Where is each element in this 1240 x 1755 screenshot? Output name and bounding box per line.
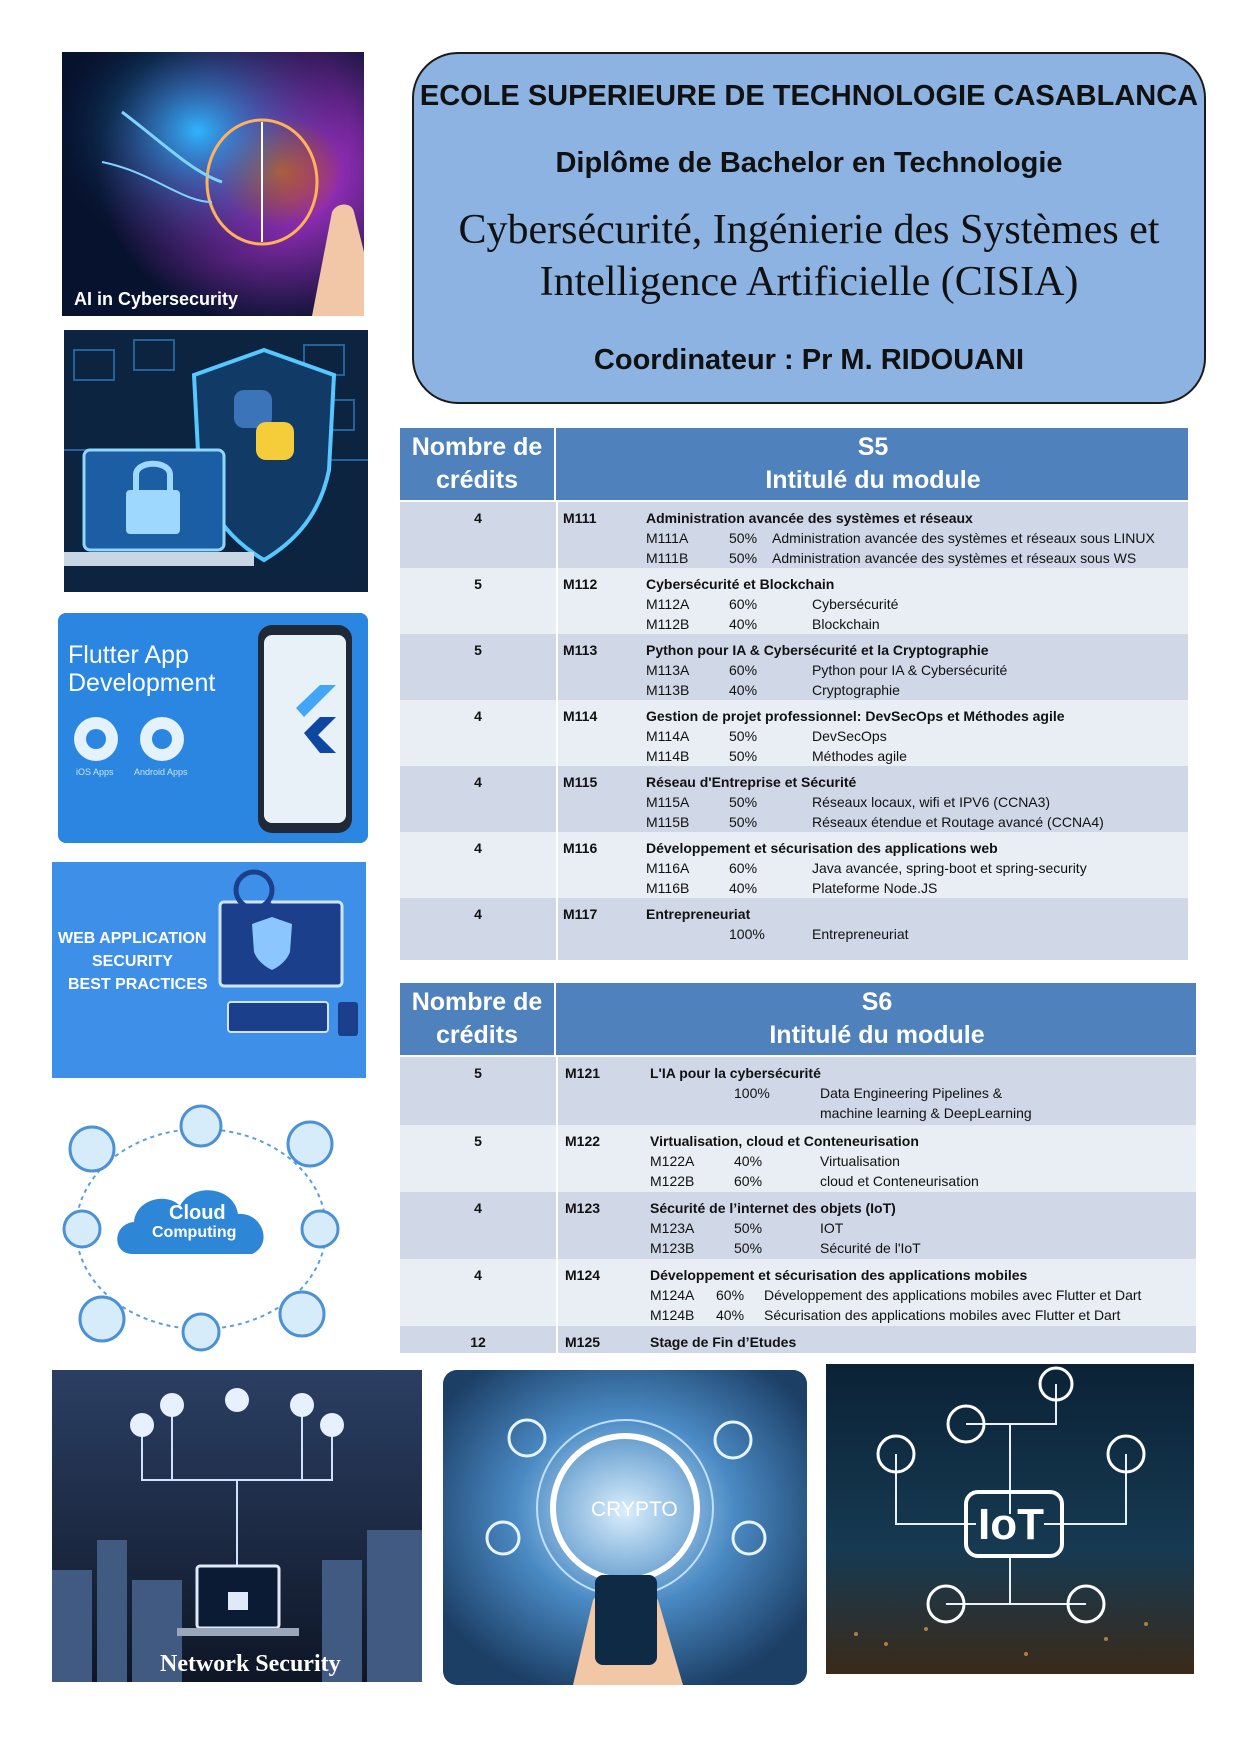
- web-caption-2: SECURITY: [92, 953, 173, 970]
- module-credits: 4: [474, 510, 482, 526]
- program-title-line-1: Cybersécurité, Ingénierie des Systèmes et: [458, 207, 1160, 253]
- submodule-code: M113A: [646, 662, 690, 678]
- module-row: [400, 832, 1188, 898]
- module-header-label: Intitulé du module: [765, 466, 981, 494]
- submodule-percent: 100%: [729, 926, 765, 942]
- module-title: Administration avancée des systèmes et réseaux: [646, 510, 973, 526]
- submodule-percent: 50%: [729, 814, 758, 830]
- credits-header-line-2: crédits: [436, 1021, 518, 1049]
- submodule-percent: 60%: [734, 1173, 763, 1189]
- submodule-percent: 40%: [729, 616, 758, 632]
- submodule-name: IOT: [820, 1220, 844, 1236]
- module-title: L'IA pour la cybersécurité: [650, 1065, 821, 1081]
- module-credits: 4: [474, 774, 482, 790]
- python-security-image: [64, 330, 368, 592]
- credits-header: [400, 983, 556, 1055]
- module-title: Python pour IA & Cybersécurité et la Cryptographie: [646, 642, 989, 658]
- module-title: Développement et sécurisation des applications web: [646, 840, 998, 856]
- credits-header-line-1: Nombre de: [411, 988, 543, 1016]
- module-credits: 5: [474, 642, 482, 658]
- coordinator: Coordinateur : Pr M. RIDOUANI: [593, 344, 1025, 376]
- submodule-name: Administration avancée des systèmes et réseaux sous WS: [772, 550, 1137, 566]
- crypto-image: [443, 1370, 807, 1685]
- submodule-name: Méthodes agile: [812, 748, 907, 764]
- column-divider: [556, 568, 558, 634]
- credits-header-line-1: Nombre de: [411, 433, 543, 461]
- module-code: M115: [563, 774, 598, 790]
- cloud-caption-1: Cloud: [169, 1202, 226, 1224]
- module-credits: 4: [474, 1200, 482, 1216]
- column-divider: [556, 1057, 558, 1125]
- semester-label: S5: [857, 433, 889, 461]
- submodule-code: M123B: [650, 1240, 695, 1256]
- submodule-percent: 50%: [729, 530, 758, 546]
- submodule-code: M123A: [650, 1220, 695, 1236]
- module-credits: 5: [474, 1133, 482, 1149]
- module-row: [400, 1192, 1196, 1259]
- submodule-percent: 40%: [716, 1307, 745, 1323]
- submodule-code: M112A: [646, 596, 690, 612]
- column-divider: [556, 898, 558, 960]
- s5-table: [400, 428, 1188, 964]
- column-divider: [556, 1192, 558, 1259]
- credits-header-line-2: crédits: [436, 466, 518, 494]
- submodule-code: M115A: [646, 794, 690, 810]
- ai-cybersecurity-image: [62, 52, 364, 316]
- submodule-code: M113B: [646, 682, 690, 698]
- module-row: [400, 568, 1188, 634]
- crypto-caption: CRYPTO: [591, 1498, 678, 1521]
- submodule-percent: 40%: [734, 1153, 763, 1169]
- submodule-percent: 40%: [729, 682, 758, 698]
- module-credits: 5: [474, 1065, 482, 1081]
- module-credits: 5: [474, 576, 482, 592]
- submodule-name: Développement des applications mobiles avec Flutter et Dart: [764, 1287, 1142, 1303]
- module-code: M125: [565, 1334, 601, 1350]
- module-title: Réseau d'Entreprise et Sécurité: [646, 774, 857, 790]
- submodule-name: Entrepreneuriat: [812, 926, 909, 942]
- submodule-name: Data Engineering Pipelines &: [820, 1085, 1003, 1101]
- s6-table: [400, 983, 1196, 1359]
- module-row: [400, 1259, 1196, 1326]
- submodule-code: M111A: [646, 530, 689, 546]
- column-divider: [556, 634, 558, 700]
- header-box: [412, 52, 1206, 404]
- semester-label: S6: [861, 988, 893, 1016]
- submodule-code: M111B: [646, 550, 689, 566]
- submodule-name: Réseaux locaux, wifi et IPV6 (CCNA3): [812, 794, 1051, 810]
- module-code: M122: [565, 1133, 601, 1149]
- module-title: Entrepreneuriat: [646, 906, 751, 922]
- module-title: Gestion de projet professionnel: DevSecOps et Méthodes agile: [646, 708, 1065, 724]
- column-divider: [556, 832, 558, 898]
- submodule-name: Réseaux étendue et Routage avancé (CCNA4): [812, 814, 1104, 830]
- module-row: [400, 1125, 1196, 1192]
- module-title: Cybersécurité et Blockchain: [646, 576, 835, 592]
- submodule-name: Cybersécurité: [812, 596, 899, 612]
- diploma-name: Diplôme de Bachelor en Technologie: [555, 147, 1063, 179]
- iot-image: [826, 1364, 1194, 1674]
- submodule-name: Virtualisation: [820, 1153, 900, 1169]
- program-title: [434, 204, 1184, 308]
- column-divider: [556, 1125, 558, 1192]
- column-divider: [556, 502, 558, 568]
- module-row: [400, 898, 1188, 960]
- submodule-percent: 60%: [716, 1287, 745, 1303]
- submodule-code: M114A: [646, 728, 690, 744]
- cloud-computing-image: [52, 1104, 350, 1354]
- submodule-name: Sécurisation des applications mobiles avec Flutter et Dart: [764, 1307, 1121, 1323]
- column-divider: [556, 1259, 558, 1326]
- web-caption-1: WEB APPLICATION: [58, 930, 207, 947]
- column-divider: [556, 1326, 558, 1353]
- column-divider: [556, 700, 558, 766]
- module-title: Sécurité de l’internet des objets (IoT): [650, 1200, 896, 1216]
- iot-caption: IoT: [978, 1500, 1044, 1549]
- module-credits: 12: [470, 1334, 486, 1350]
- module-title: Virtualisation, cloud et Conteneurisation: [650, 1133, 919, 1149]
- flutter-title-2: Development: [68, 669, 216, 697]
- submodule-code: M112B: [646, 616, 690, 632]
- submodule-name: Administration avancée des systèmes et réseaux sous LINUX: [772, 530, 1155, 546]
- submodule-percent: 50%: [729, 550, 758, 566]
- module-code: M113: [563, 642, 598, 658]
- submodule-code: M124B: [650, 1307, 695, 1323]
- submodule-code: M122A: [650, 1153, 695, 1169]
- module-code: M114: [563, 708, 598, 724]
- module-row: [400, 1057, 1196, 1125]
- module-code: M111: [563, 510, 597, 526]
- module-credits: 4: [474, 1267, 482, 1283]
- submodule-code: M115B: [646, 814, 690, 830]
- submodule-name: DevSecOps: [812, 728, 887, 744]
- cloud-caption-2: Computing: [152, 1224, 237, 1241]
- s5-table-header: [400, 428, 1188, 500]
- submodule-code: M114B: [646, 748, 690, 764]
- submodule-percent: 50%: [729, 748, 758, 764]
- submodule-name: cloud et Conteneurisation: [820, 1173, 979, 1189]
- flutter-android-label: Android Apps: [134, 767, 188, 777]
- program-title-line-2: Intelligence Artificielle (CISIA): [539, 259, 1079, 305]
- submodule-name: machine learning & DeepLearning: [820, 1105, 1032, 1121]
- submodule-percent: 50%: [729, 794, 758, 810]
- module-header: [558, 428, 1188, 500]
- submodule-percent: 50%: [734, 1240, 763, 1256]
- module-credits: 4: [474, 708, 482, 724]
- module-code: M116: [563, 840, 598, 856]
- submodule-percent: 60%: [729, 662, 758, 678]
- s6-table-header: [400, 983, 1196, 1055]
- module-row: [400, 766, 1188, 832]
- credits-header: [400, 428, 556, 500]
- flutter-title-1: Flutter App: [68, 641, 189, 669]
- submodule-percent: 60%: [729, 596, 758, 612]
- submodule-code: M116A: [646, 860, 690, 876]
- submodule-name: Plateforme Node.JS: [812, 880, 938, 896]
- module-credits: 4: [474, 906, 482, 922]
- module-title: Stage de Fin d’Etudes: [650, 1334, 797, 1350]
- submodule-name: Sécurité de l'IoT: [820, 1240, 921, 1256]
- submodule-percent: 40%: [729, 880, 758, 896]
- school-name: ECOLE SUPERIEURE DE TECHNOLOGIE CASABLANCA: [419, 80, 1199, 112]
- web-security-image: [52, 862, 366, 1078]
- submodule-name: Java avancée, spring-boot et spring-security: [812, 860, 1087, 876]
- submodule-percent: 50%: [734, 1220, 763, 1236]
- flutter-app-image: [58, 613, 368, 843]
- submodule-code: M124A: [650, 1287, 695, 1303]
- module-code: M121: [565, 1065, 601, 1081]
- module-code: M124: [565, 1267, 601, 1283]
- module-code: M112: [563, 576, 598, 592]
- submodule-name: Cryptographie: [812, 682, 900, 698]
- submodule-name: Python pour IA & Cybersécurité: [812, 662, 1008, 678]
- module-title: Développement et sécurisation des applications mobiles: [650, 1267, 1028, 1283]
- module-row: [400, 634, 1188, 700]
- submodule-code: M116B: [646, 880, 690, 896]
- module-code: M117: [563, 906, 598, 922]
- module-header: [558, 983, 1196, 1055]
- module-credits: 4: [474, 840, 482, 856]
- submodule-code: M122B: [650, 1173, 695, 1189]
- module-header-label: Intitulé du module: [769, 1021, 985, 1049]
- submodule-name: Blockchain: [812, 616, 880, 632]
- flutter-ios-label: iOS Apps: [76, 767, 114, 777]
- network-caption: Network Security: [160, 1651, 341, 1677]
- column-divider: [556, 766, 558, 832]
- module-row: [400, 502, 1188, 568]
- module-row: [400, 1326, 1196, 1353]
- module-row: [400, 700, 1188, 766]
- network-security-image: [52, 1370, 422, 1682]
- module-code: M123: [565, 1200, 601, 1216]
- submodule-percent: 60%: [729, 860, 758, 876]
- ai-caption: AI in Cybersecurity: [74, 289, 239, 309]
- web-caption-3: BEST PRACTICES: [68, 976, 208, 993]
- submodule-percent: 100%: [734, 1085, 770, 1101]
- submodule-percent: 50%: [729, 728, 758, 744]
